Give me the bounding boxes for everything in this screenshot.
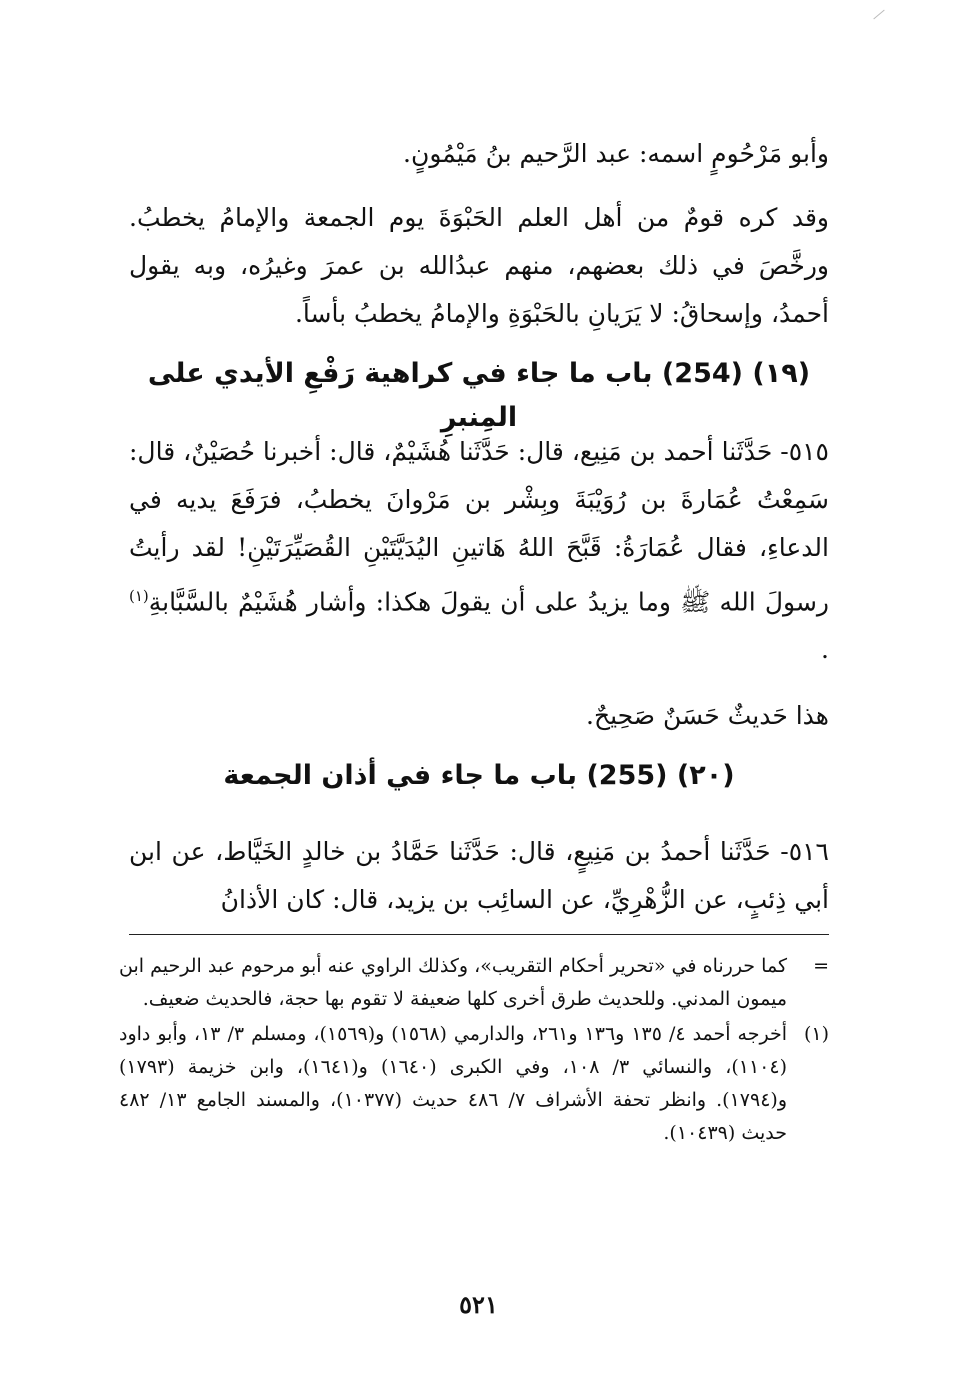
- footnote-marker: (١): [803, 1023, 829, 1045]
- hadith-grading: [129, 692, 829, 740]
- footnotes-section: [119, 950, 829, 1152]
- footnote-text: كما حررناه في «تحرير أحكام التقريب»، وكذلك الراوي عنه أبو مرحوم عبد الرحيم ابن ميمون المدني. وللحديث طرق أخرى كلها ضعيفة لا تقوم بها حجة، فالحديث ضعيف.: [119, 955, 787, 1010]
- hadith-516-text: ٥١٦- حَدَّثَنا أحمدُ بن مَنِيعٍ، قال: حَدَّثَنا حَمَّادُ بن خالدٍ الخَيَّاط، عن ابن أبي ذِئبٍ، عن الزُّهْرِيِّ، عن السائِب بن يزيد، قال: كان الأذانُ: [129, 837, 829, 914]
- hadith-515: [129, 428, 829, 674]
- footnote-text: أخرجه أحمد ٤/ ١٣٥ و١٣٦ و٢٦١، والدارمي (١٥٦٨) و(١٥٦٩)، ومسلم ٣/ ١٣، وأبو داود (١١٠٤)، والنسائي ٣/ ١٠٨، وفي الكبرى (١٦٤٠) و(١٦٤١)، وابن خزيمة (١٧٩٣) و(١٧٩٤). وانظر تحفة الأشراف ٧/ ٤٨٦ حديث (١٠٣٧٧)، والمسند الجامع ١٣/ ٤٨٢ حديث (١٠٤٣٩).: [119, 1023, 788, 1144]
- hadith-515-text: [129, 428, 829, 674]
- footnote-marker: =: [813, 955, 829, 977]
- footnote-1: [119, 1018, 829, 1150]
- grading-text: هذا حَديثٌ حَسَنٌ صَحِيحٌ.: [586, 701, 829, 730]
- narrator-name-line: وأبو مَرْحُومٍ اسمه: عبد الرَّحيم بنُ مَيْمُونٍ.: [403, 139, 829, 168]
- hadith-516: [129, 828, 829, 924]
- chapter-heading-19: (١٩) (254) باب ما جاء في كراهية رَفْعِ الأيدي على المِنبرِ: [147, 358, 811, 433]
- narrator-note: [129, 130, 829, 178]
- hadith-515-body: ٥١٥- حَدَّثَنا أحمد بن مَنِيع، قال: حَدَّثَنا هُشَيْمٌ، قال: أخبرنا حُصَيْنٌ، قال: سَمِعْتُ عُمَارةَ بن رُوَيْبَةَ وبِشْر بن مَرْوانَ يخطبُ، فرَفَعَ يديه في الدعاءِ، فقال عُمَارَةُ: قَبَّحَ اللهُ هَاتينِ اليُدَيَّتَيْنِ القُصَيِّرَتَيْنِ! لقد رأيتُ رسولَ الله ﷺ وما يزيدُ على أن يقولَ هكذا: وأشار هُشَيْمٌ بالسَّبَّابةِ: [129, 437, 829, 617]
- footnote-ref-1[interactable]: (١): [129, 587, 149, 605]
- footnote-continuation: [119, 950, 829, 1016]
- scan-mark: [873, 10, 884, 20]
- page-number: ٥٢١: [459, 1290, 498, 1319]
- chapter-heading-20: (٢٠) (255) باب ما جاء في أذان الجمعة: [223, 760, 735, 791]
- hadith-515-end: .: [821, 635, 829, 665]
- footnote-divider: [129, 934, 829, 935]
- habwa-paragraph: [129, 194, 829, 338]
- habwa-text: وقد كره قومٌ من أهل العلم الحَبْوَةَ يوم الجمعة والإمامُ يخطبُ. ورخَّصَ في ذلك بعضهم، منهم عبدُالله بن عمرَ وغيرُه، وبه يقول أحمدُ، وإسحاقُ: لا يَرَيانِ بالحَبْوَةِ والإمامُ يخطبُ بأساً.: [129, 203, 829, 328]
